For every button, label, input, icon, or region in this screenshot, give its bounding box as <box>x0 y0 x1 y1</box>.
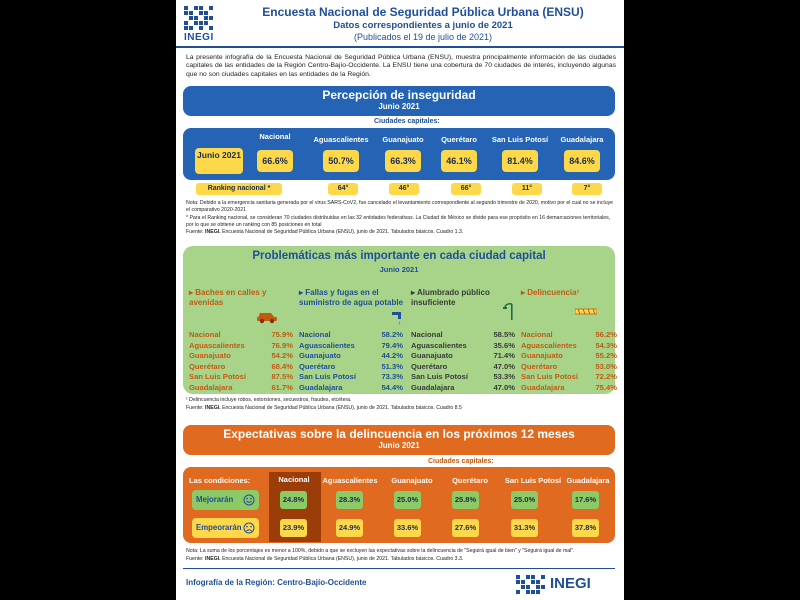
report-subtitle: Datos correspondientes a junio de 2021 <box>333 20 513 31</box>
inegi-logo-text: INEGI <box>184 32 214 43</box>
problems-title: Problemáticas más importante en cada ciudad capital <box>252 250 546 262</box>
inegi-logo <box>184 6 220 44</box>
perception-table <box>183 128 615 180</box>
sad-face-icon <box>243 522 255 534</box>
ranking-note: * Para el Ranking nacional, se consideran 70 ciudades distribuidas en las 32 entidades federativas. La Ciudad de México se divide para ese propósito en 16 demarcaciones territoriales, por lo que se obtiene un ranking con 85 posiciones en total <box>186 215 611 228</box>
crime-footnote: ¹ Delincuencia incluye robos, extorsiones, secuestros, fraudes, etcétera. <box>186 397 352 403</box>
list-item: Guanajuato 44.2% <box>299 351 403 361</box>
rank-city-1: 64° <box>328 183 358 195</box>
street-lamp-icon <box>501 302 515 320</box>
cell-emp-city-2: 33.6% <box>394 519 421 537</box>
expectations-note: Nota: La suma de los porcentajes es menor a 100%, debido a que se excluyen las expectativas sobre la delincuencia de "Seguirá igual de bien" y "Seguirá igual de mal". <box>186 548 575 554</box>
list-item: Guanajuato 71.4% <box>411 351 515 361</box>
exp-col-city-1: Aguascalientes <box>322 476 378 485</box>
problems-source: Fuente: INEGI. Encuesta Nacional de Seguridad Pública Urbana (ENSU), junio de 2021. Tabulados básicos. Cuadro 8.5 <box>186 405 462 411</box>
cell-mej-city-3: 25.8% <box>452 491 479 509</box>
problem-rows <box>521 330 617 394</box>
cell-mej-city-4: 25.0% <box>511 491 538 509</box>
rank-city-5: 7° <box>572 183 602 195</box>
list-item: Aguascalientes 76.9% <box>189 340 293 350</box>
col-city-2: Guanajuato <box>382 135 424 144</box>
infographic-page <box>176 0 624 600</box>
inegi-logo-dots <box>184 6 220 30</box>
list-item: San Luis Potosí 53.3% <box>411 372 515 382</box>
list-item: Guanajuato 54.2% <box>189 351 293 361</box>
perception-period: Junio 2021 <box>378 102 420 111</box>
row-label-mejoraran: Mejorarán <box>192 490 259 510</box>
value-city-5: 84.6% <box>564 150 600 172</box>
list-item: Guadalajara 54.4% <box>299 382 403 392</box>
expectations-capitals-label: Ciudades capitales: <box>428 458 494 465</box>
perception-note: Nota: Debido a la emergencia sanitaria generada por el virus SARS-CoV2, fue cancelado el levantamiento correspondiente al segundo trimestre de 2020, motivo por el cual no se incluye el comparativo 2020-2021 <box>186 200 614 213</box>
cell-mej-city-5: 17.6% <box>572 491 599 509</box>
happy-face-icon <box>243 494 255 506</box>
ranking-label: Ranking nacional * <box>196 183 282 195</box>
list-item: Nacional 58.2% <box>299 330 403 339</box>
value-city-2: 66.3% <box>385 150 421 172</box>
list-item: Querétaro 47.0% <box>411 361 515 371</box>
conditions-label: Las condiciones: <box>189 476 251 485</box>
problems-period: Junio 2021 <box>379 265 419 274</box>
list-item: San Luis Potosí 87.5% <box>189 372 293 382</box>
col-city-3: Querétaro <box>441 135 477 144</box>
problem-rows <box>299 330 403 394</box>
list-item: Aguascalientes 79.4% <box>299 340 403 350</box>
col-nacional: Nacional <box>259 132 291 141</box>
perception-title: Percepción de inseguridad <box>322 88 476 102</box>
problem-heading: ▸ Alumbrado público insuficiente <box>411 288 490 307</box>
water-tap-icon <box>391 310 405 326</box>
problem-heading: ▸ Fallas y fugas en el suministro de agua potable <box>299 288 404 307</box>
list-item: Guadalajara 47.0% <box>411 382 515 392</box>
rank-city-3: 66° <box>451 183 481 195</box>
exp-col-city-4: San Luis Potosí <box>504 476 562 485</box>
cell-emp-city-4: 31.3% <box>511 519 538 537</box>
exp-col-city-5: Guadalajara <box>566 476 610 485</box>
col-city-5: Guadalajara <box>560 135 604 144</box>
list-item: San Luis Potosí 73.3% <box>299 372 403 382</box>
list-item: Nacional 75.9% <box>189 330 293 339</box>
value-nacional: 66.6% <box>257 150 293 172</box>
rank-city-4: 11° <box>512 183 542 195</box>
list-item: San Luis Potosí 72.2% <box>521 372 617 382</box>
problems-panel <box>183 246 615 394</box>
cell-emp-city-5: 37.8% <box>572 519 599 537</box>
cell-emp-city-3: 27.6% <box>452 519 479 537</box>
capitals-label: Ciudades capitales: <box>374 118 440 125</box>
exp-col-nacional: Nacional <box>278 475 310 484</box>
list-item: Aguascalientes 54.3% <box>521 340 617 350</box>
expectations-title: Expectativas sobre la delincuencia en los próximos 12 meses <box>223 427 575 441</box>
region-label: Infografía de la Región: Centro-Bajío-Occidente <box>186 578 367 587</box>
list-item: Guadalajara 75.4% <box>521 382 617 392</box>
exp-col-city-3: Querétaro <box>452 476 488 485</box>
period-cell: Junio 2021 <box>195 148 243 174</box>
cell-emp-nacional: 23.9% <box>280 519 307 537</box>
footer-inegi-logo <box>516 573 616 595</box>
problem-heading: ▸ Baches en calles y avenidas <box>189 288 267 307</box>
footer-logo-text: INEGI <box>550 575 591 592</box>
publication-date: (Publicados el 19 de julio de 2021) <box>353 32 493 42</box>
list-item: Guadalajara 61.7% <box>189 382 293 392</box>
col-city-4: San Luis Potosí <box>491 135 549 144</box>
cell-mej-nacional: 24.8% <box>280 491 307 509</box>
exp-col-city-2: Guanajuato <box>391 476 433 485</box>
cell-mej-city-2: 25.0% <box>394 491 421 509</box>
perception-banner <box>183 86 615 116</box>
report-title: Encuesta Nacional de Seguridad Pública Urbana (ENSU) <box>262 5 584 19</box>
expectations-source: Fuente: INEGI. Encuesta Nacional de Seguridad Pública Urbana (ENSU), junio de 2021. Tabulados básicos. Cuadro 3.3. <box>186 556 464 562</box>
header <box>176 0 624 48</box>
value-city-1: 50.7% <box>323 150 359 172</box>
value-city-4: 81.4% <box>502 150 538 172</box>
crime-scene-icon <box>575 306 597 318</box>
list-item: Guanajuato 55.2% <box>521 351 617 361</box>
problem-rows <box>189 330 293 394</box>
value-city-3: 46.1% <box>441 150 477 172</box>
problem-heading: ▸ Delincuencia¹ <box>521 288 580 297</box>
intro-paragraph: La presente infografía de la Encuesta Nacional de Seguridad Pública Urbana (ENSU), muestra principalmente información de las ciudades capitales de las entidades de la Región Centro-Bajío-Occidente. La ENSU tiene una cobertura de 70 ciudades de interés, incluyendo algunas que no son ciudades capitales en las entidades de la Región. <box>186 54 616 78</box>
problem-rows <box>411 330 515 394</box>
list-item: Querétaro 51.3% <box>299 361 403 371</box>
expectations-period: Junio 2021 <box>378 441 420 450</box>
list-item: Nacional 56.2% <box>521 330 617 339</box>
footer-divider <box>183 568 615 569</box>
list-item: Querétaro 68.4% <box>189 361 293 371</box>
car-pothole-icon <box>255 308 279 324</box>
rank-city-2: 46° <box>389 183 419 195</box>
list-item: Querétaro 53.0% <box>521 361 617 371</box>
col-city-1: Aguascalientes <box>313 135 369 144</box>
expectations-banner <box>183 425 615 455</box>
cell-mej-city-1: 28.3% <box>336 491 363 509</box>
row-label-empeoraran: Empeorarán <box>192 518 259 538</box>
perception-source: Fuente: INEGI. Encuesta Nacional de Seguridad Pública Urbana (ENSU), junio de 2021. Tabulados básicos. Cuadro 1.3. <box>186 229 464 235</box>
list-item: Nacional 58.5% <box>411 330 515 339</box>
list-item: Aguascalientes 35.6% <box>411 340 515 350</box>
cell-emp-city-1: 24.9% <box>336 519 363 537</box>
